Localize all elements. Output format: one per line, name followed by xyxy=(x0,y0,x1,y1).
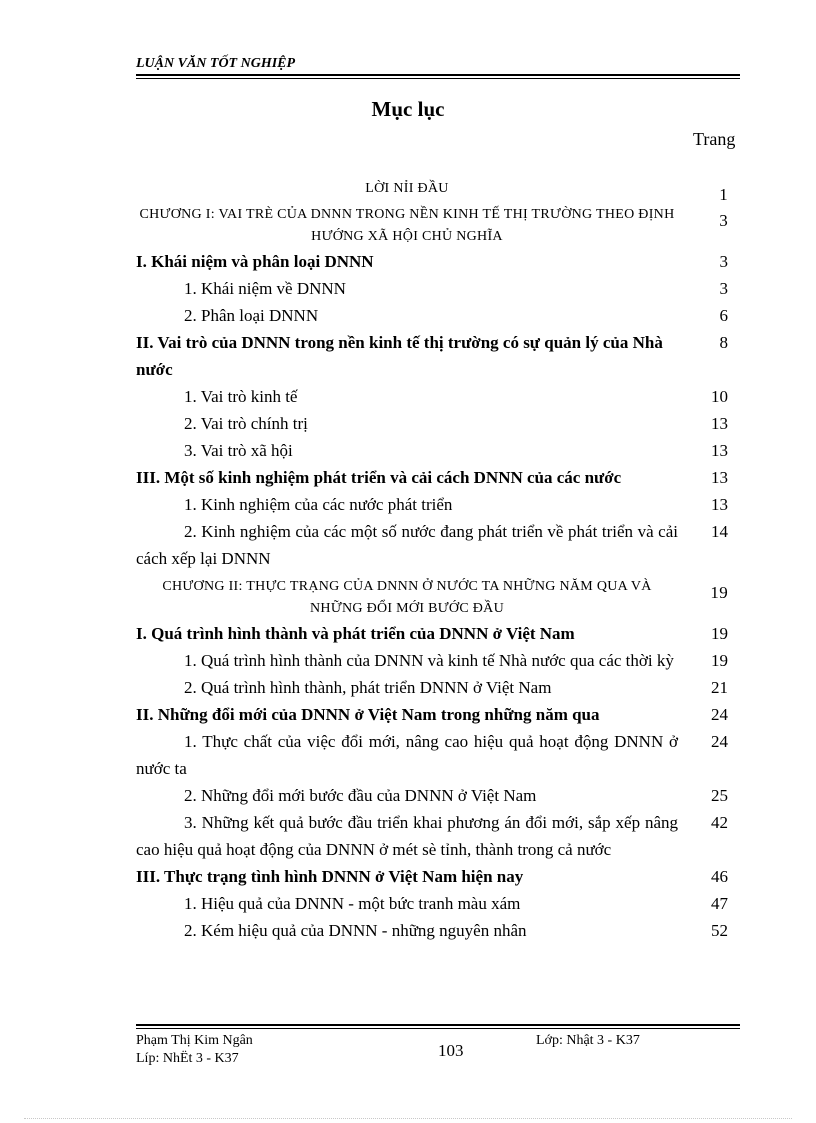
toc-entry-text: II. Vai trò của DNNN trong nền kinh tế thị trường có sự quản lý của Nhà nước xyxy=(136,333,663,379)
toc-entry-item xyxy=(136,437,740,464)
toc-entry-text: 3. Những kết quả bước đầu triển khai phương án đổi mới, sắp xếp nâng cao hiệu quả hoạt động của DNNN ở mét sè tỉnh, thành trong cả nước xyxy=(136,813,678,859)
toc-entry-text: CHƯƠNG II: THỰC TRẠNG CỦA DNNN Ở NƯỚC TA NHỮNG NĂM QUA VÀ NHỮNG ĐỔI MỚI BƯỚC ĐẦU xyxy=(162,579,652,616)
toc-entry-text: 2. Phân loại DNNN xyxy=(184,306,319,325)
toc-entry-item xyxy=(136,383,740,410)
toc-entry-text: 1. Kinh nghiệm của các nước phát triển xyxy=(184,495,453,514)
toc-entry-section xyxy=(136,863,740,890)
toc-entry-text: II. Những đổi mới của DNNN ở Việt Nam trong những năm qua xyxy=(136,705,600,724)
toc-entry-page: 21 xyxy=(711,678,728,697)
page-header-title: LUẬN VĂN TỐT NGHIỆP xyxy=(136,56,296,71)
toc-entry-text: CHƯƠNG I: VAI TRÈ CỦA DNNN TRONG NỀN KINH TẾ THỊ TRƯỜNG THEO ĐỊNH HƯỚNG XÃ HỘI CHỦ NGHĨA xyxy=(139,207,675,244)
toc-entry-page: 19 xyxy=(711,624,728,643)
toc-entry-item xyxy=(136,491,740,518)
toc-entry-item xyxy=(136,890,740,917)
toc-entry-text: III. Một số kinh nghiệm phát triển và cải cách DNNN của các nước xyxy=(136,468,622,487)
toc-entry-page: 6 xyxy=(719,306,728,325)
toc-entry-page: 13 xyxy=(711,468,728,487)
toc-entry-section xyxy=(136,701,740,728)
toc-entry-page: 47 xyxy=(711,894,728,913)
toc-entry-item xyxy=(136,275,740,302)
toc-entry-page: 24 xyxy=(711,732,728,751)
toc-entry-page: 52 xyxy=(711,921,728,940)
page-column-header: Trang xyxy=(693,129,736,149)
toc-entry-page: 13 xyxy=(711,441,728,460)
footer-author-name: Phạm Thị Kim Ngân xyxy=(136,1033,253,1048)
toc-entry-text: III. Thực trạng tình hình DNNN ở Việt Nam hiện nay xyxy=(136,867,524,886)
footer-class-right: Lớp: Nhật 3 - K37 xyxy=(536,1033,640,1048)
footer-rule-thin xyxy=(136,1028,740,1029)
toc-entry-page: 14 xyxy=(711,522,728,541)
toc-entry-text: LỜI NỈI ĐẦU xyxy=(365,181,449,196)
toc-entry-text: 1. Vai trò kinh tế xyxy=(184,387,298,406)
toc-entry-chapter xyxy=(136,178,740,204)
toc-entry-text: 2. Kém hiệu quả của DNNN - những nguyên nhân xyxy=(184,921,527,940)
toc-entry-page: 46 xyxy=(711,867,728,886)
header-rule xyxy=(136,74,740,76)
table-of-contents xyxy=(136,178,740,944)
footer-page-number: 103 xyxy=(438,1041,464,1060)
toc-entry-item xyxy=(136,302,740,329)
page-bottom-border xyxy=(24,1118,792,1119)
toc-entry-text: I. Khái niệm và phân loại DNNN xyxy=(136,252,374,271)
toc-entry-page: 24 xyxy=(711,705,728,724)
toc-entry-text: 1. Thực chất của việc đổi mới, nâng cao hiệu quả hoạt động DNNN ở nước ta xyxy=(136,732,678,778)
toc-entry-item xyxy=(136,782,740,809)
toc-entry-text: 2. Vai trò chính trị xyxy=(184,414,308,433)
toc-entry-text: 2. Kinh nghiệm của các một số nước đang phát triển về phát triển và cải cách xếp lại DNNN xyxy=(136,522,678,568)
footer-author xyxy=(136,1032,253,1068)
toc-entry-item xyxy=(136,647,740,674)
footer-class-left: Líp: NhËt 3 - K37 xyxy=(136,1051,239,1066)
toc-entry-page: 8 xyxy=(719,333,728,352)
toc-entry-text: 1. Quá trình hình thành của DNNN và kinh tế Nhà nước qua các thời kỳ xyxy=(184,651,674,670)
toc-entry-page: 3 xyxy=(719,279,728,298)
toc-entry-section xyxy=(136,620,740,647)
toc-entry-text: I. Quá trình hình thành và phát triển của DNNN ở Việt Nam xyxy=(136,624,575,643)
toc-entry-text: 1. Khái niệm về DNNN xyxy=(184,279,346,298)
toc-entry-section xyxy=(136,248,740,275)
toc-entry-page: 3 xyxy=(719,211,728,230)
toc-entry-page: 13 xyxy=(711,495,728,514)
toc-entry-page: 10 xyxy=(711,387,728,406)
toc-entry-text: 3. Vai trò xã hội xyxy=(184,441,293,460)
toc-entry-page: 3 xyxy=(719,252,728,271)
header-rule-thin xyxy=(136,78,740,79)
toc-entry-page: 13 xyxy=(711,414,728,433)
toc-entry-item xyxy=(136,410,740,437)
toc-entry-section xyxy=(136,464,740,491)
toc-entry-page: 19 xyxy=(710,583,728,602)
footer-rule xyxy=(136,1024,740,1026)
toc-entry-item xyxy=(136,518,740,572)
toc-entry-text: 2. Những đổi mới bước đầu của DNNN ở Việt Nam xyxy=(184,786,537,805)
toc-entry-page: 25 xyxy=(711,786,728,805)
toc-entry-page: 19 xyxy=(711,651,728,670)
document-title: Mục lục xyxy=(371,97,445,121)
toc-entry-page: 42 xyxy=(711,813,728,832)
toc-entry-page: 1 xyxy=(719,185,728,204)
toc-entry-item xyxy=(136,917,740,944)
toc-entry-text: 2. Quá trình hình thành, phát triển DNNN ở Việt Nam xyxy=(184,678,552,697)
toc-entry-item xyxy=(136,809,740,863)
toc-entry-item xyxy=(136,674,740,701)
toc-entry-section xyxy=(136,329,740,383)
toc-entry-text: 1. Hiệu quả của DNNN - một bức tranh màu xám xyxy=(184,894,521,913)
toc-entry-chapter xyxy=(136,204,740,248)
toc-entry-item xyxy=(136,728,740,782)
toc-entry-chapter xyxy=(136,576,740,620)
